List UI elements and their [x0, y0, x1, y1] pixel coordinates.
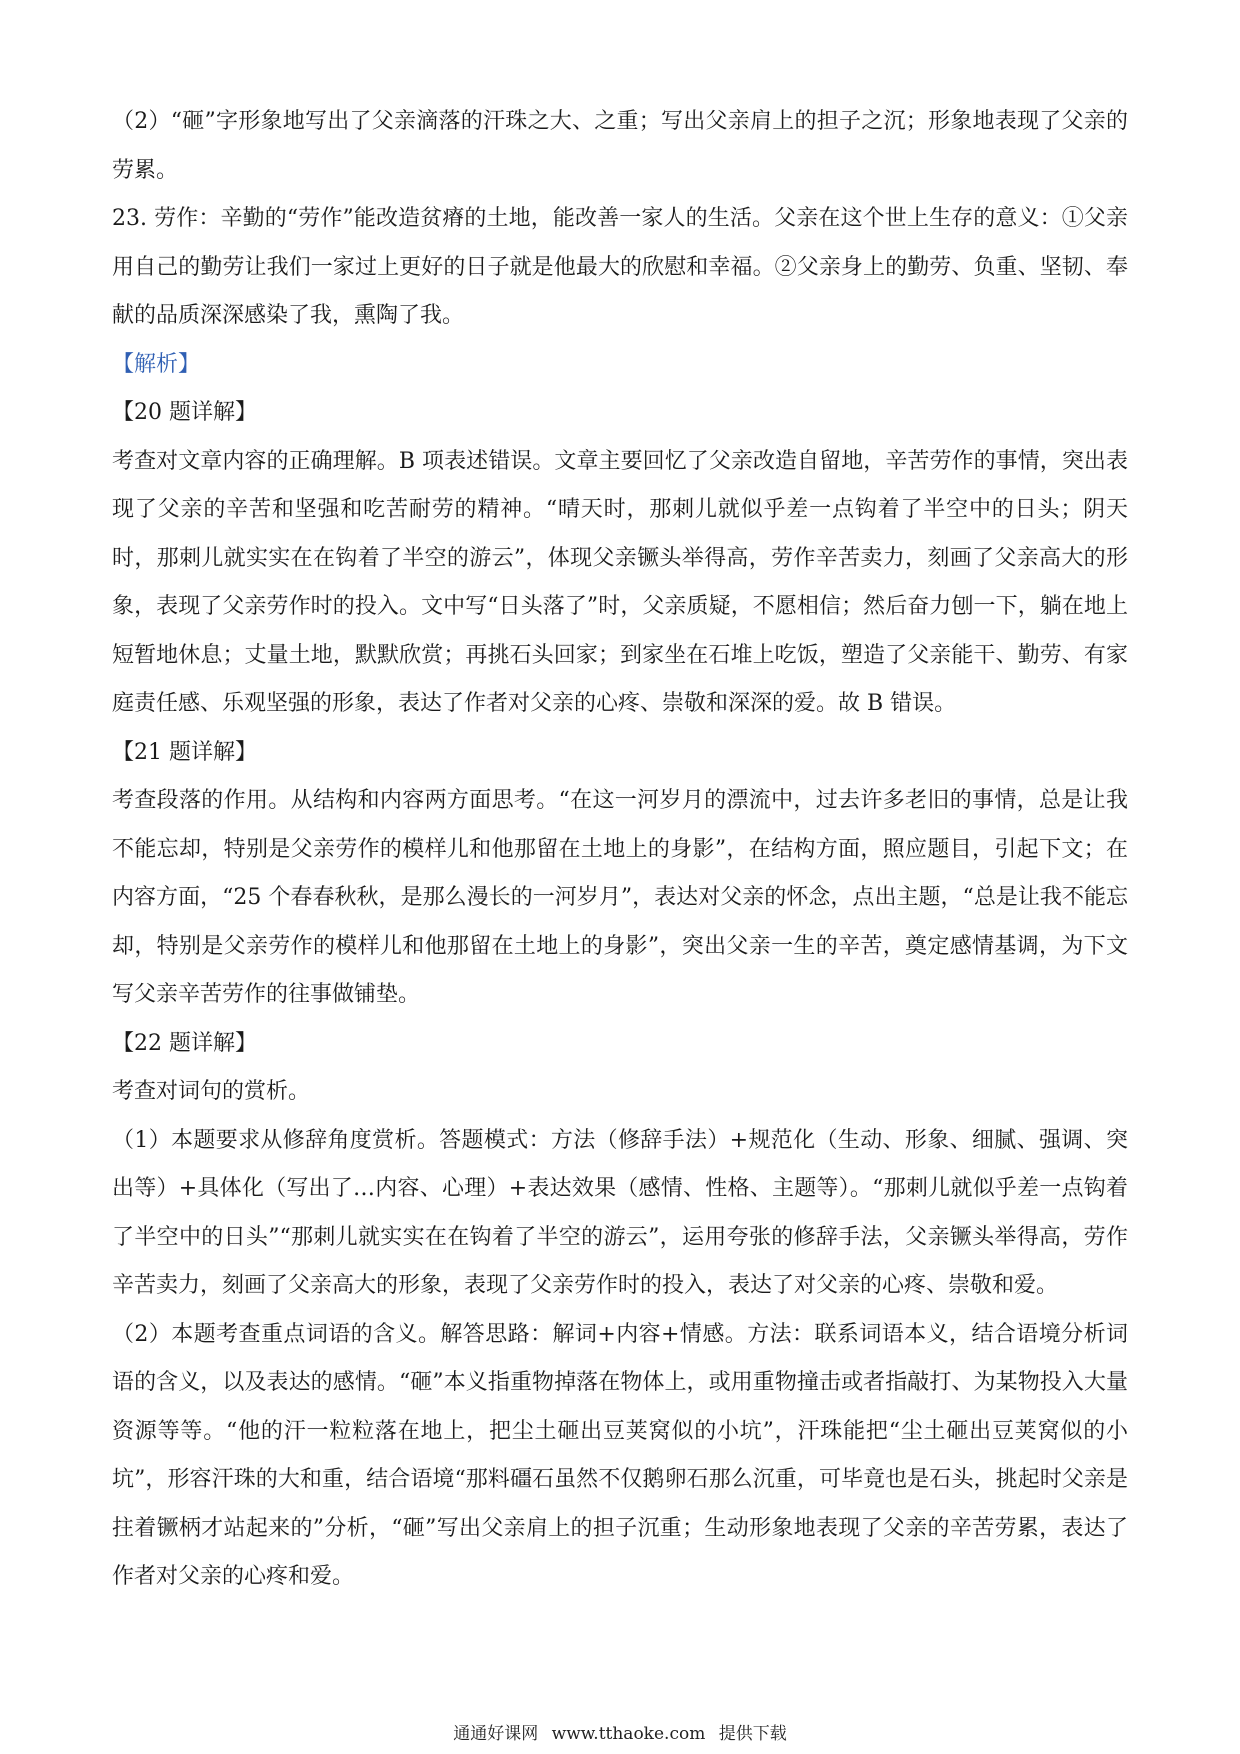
section-20-text: 考查对文章内容的正确理解。B 项表述错误。文章主要回忆了父亲改造自留地，辛苦劳作的事情，突出表现了父亲的辛苦和坚强和吃苦耐劳的精神。“晴天时，那刺儿就似乎差一点钩着了半空中的日头；阴天时，那刺儿就实实在在钩着了半空的游云”，体现父亲镢头举得高，劳作辛苦卖力，刻画了父亲高大的形象，表现了父亲劳作时的投入。文中写“日头落了”时，父亲质疑，不愿相信；然后奋力刨一下，躺在地上短暂地休息；丈量土地，默默欣赏；再挑石头回家；到家坐在石堆上吃饭，塑造了父亲能干、勤劳、有家庭责任感、乐观坚强的形象，表达了作者对父亲的心疼、崇敬和深深的爱。故 B 错误。: [112, 448, 1128, 716]
page-footer: [0, 1722, 1240, 1746]
section-21-text: 考查段落的作用。从结构和内容两方面思考。“在这一河岁月的漂流中，过去许多老旧的事情，总是让我不能忘却，特别是父亲劳作的模样儿和他那留在土地上的身影”，在结构方面，照应题目，引起下文；在内容方面，“25 个春春秋秋，是那么漫长的一河岁月”，表达对父亲的怀念，点出主题，“总是让我不能忘却，特别是父亲劳作的模样儿和他那留在土地上的身影”，突出父亲一生的辛苦，奠定感情基调，为下文写父亲辛苦劳作的往事做铺垫。: [112, 788, 1128, 1007]
analysis-heading: 【解析】: [112, 351, 201, 377]
footer-note: 提供下载: [718, 1724, 787, 1744]
section-20-heading: 【20 题详解】: [112, 400, 257, 425]
section-22-heading: 【22 题详解】: [112, 1030, 257, 1056]
section-21-heading: 【21 题详解】: [112, 739, 257, 765]
document-body: [112, 98, 1128, 1602]
footer-site-name: 通通好课网: [453, 1724, 539, 1744]
section-22-part1: （1）本题要求从修辞角度赏析。答题模式：方法（修辞手法）+规范化（生动、形象、细腻、强调、突出等）+具体化（写出了…内容、心理）+表达效果（感情、性格、主题等）。“那刺儿就似乎差一点钩着了半空中的日头”“那刺儿就实实在在钩着了半空的游云”，运用夸张的修辞手法，父亲镢头举得高，劳作辛苦卖力，刻画了父亲高大的形象，表现了父亲劳作时的投入，表达了对父亲的心疼、崇敬和爱。: [112, 1127, 1128, 1298]
footer-url[interactable]: www.tthaoke.com: [551, 1724, 706, 1744]
section-22-part2: （2）本题考查重点词语的含义。解答思路：解词+内容+情感。方法：联系词语本义，结合语境分析词语的含义，以及表达的感情。“砸”本义指重物掉落在物体上，或用重物撞击或者指敲打、为某物投入大量资源等等。“他的汗一粒粒落在地上，把尘土砸出豆荚窝似的小坑”，汗珠能把“尘土砸出豆荚窝似的小坑”，形容汗珠的大和重，结合语境“那料礓石虽然不仅鹅卵石那么沉重，可毕竟也是石头，挑起时父亲是拄着镢柄才站起来的”分析，“砸”写出父亲肩上的担子沉重；生动形象地表现了父亲的辛苦劳累，表达了作者对父亲的心疼和爱。: [112, 1321, 1128, 1589]
answer-23: 23. 劳作：辛勤的“劳作”能改造贫瘠的土地，能改善一家人的生活。父亲在这个世上生存的意义：①父亲用自己的勤劳让我们一家过上更好的日子就是他最大的欣慰和幸福。②父亲身上的勤劳、负重、坚韧、奉献的品质深深感染了我，熏陶了我。: [112, 206, 1128, 328]
answer-22-2: （2）“砸”字形象地写出了父亲滴落的汗珠之大、之重；写出父亲肩上的担子之沉；形象地表现了父亲的劳累。: [112, 109, 1128, 183]
section-22-intro: 考查对词句的赏析。: [112, 1079, 311, 1104]
